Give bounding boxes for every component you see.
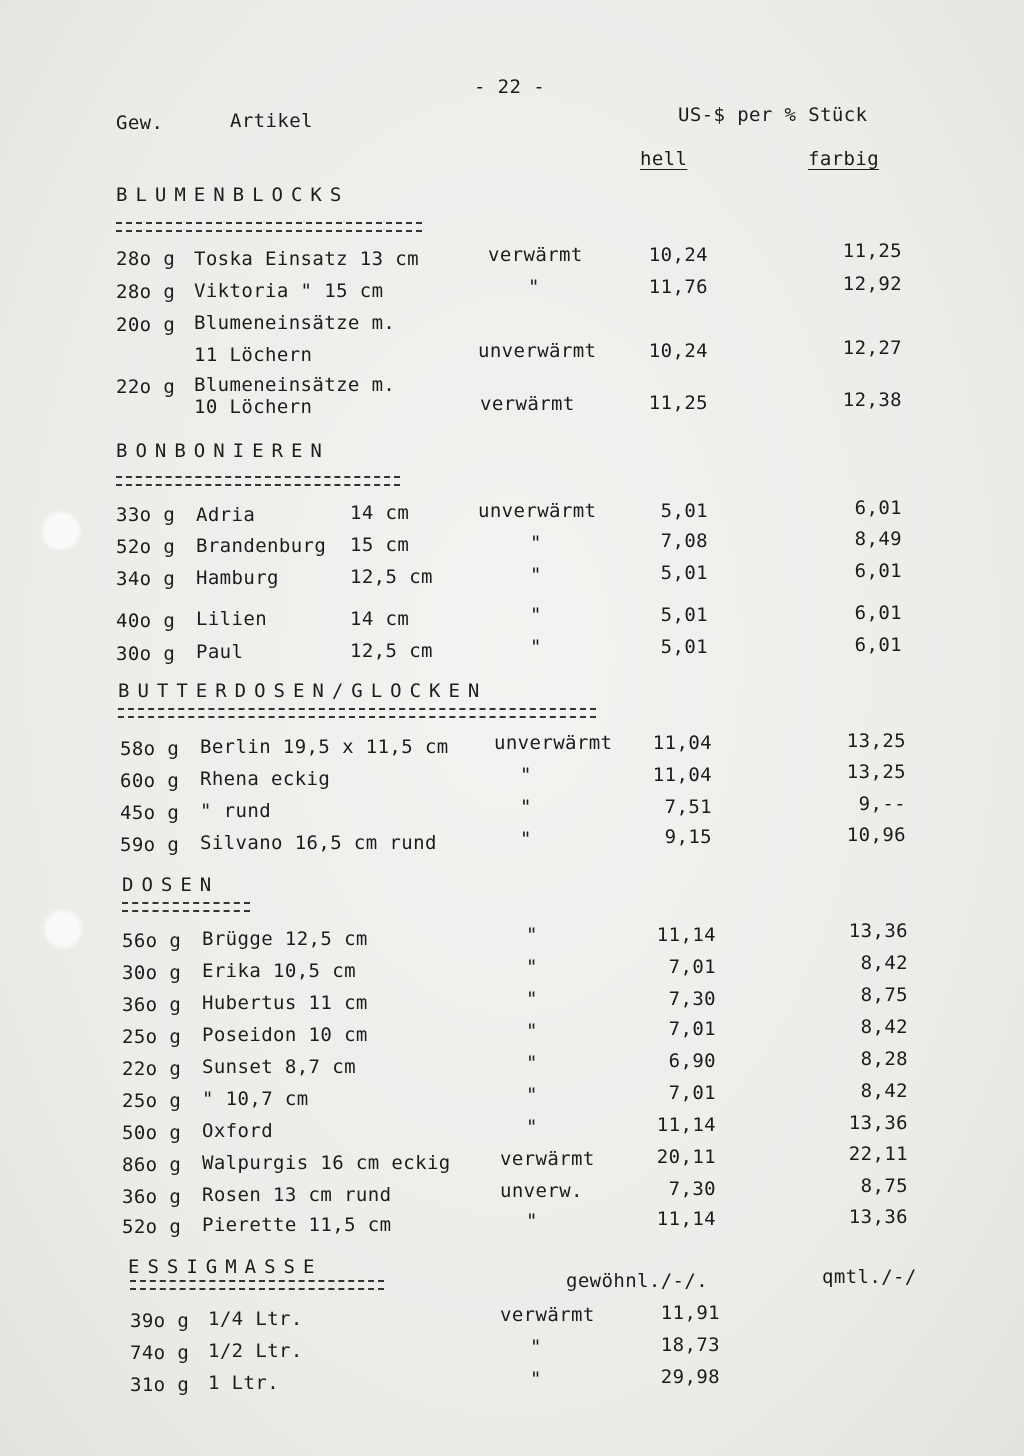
section-rule: [116, 476, 400, 486]
row-state: ": [530, 564, 542, 586]
row-price-farbig: 11,25: [842, 240, 902, 262]
row-price-farbig: 13,25: [846, 761, 906, 783]
row-price-hell: 7,30: [668, 988, 716, 1010]
row-price-hell: 11,14: [656, 1114, 716, 1136]
row-state: ": [530, 1368, 542, 1390]
row-price-farbig: 12,38: [842, 389, 902, 411]
header-col-hell: hell: [640, 148, 688, 170]
row-state: unverwärmt: [478, 340, 597, 362]
row-article: Lilien: [196, 608, 268, 630]
row-price-hell: 9,15: [664, 826, 712, 848]
row-size: 14 cm: [350, 608, 410, 630]
row-price-farbig: 6,01: [854, 634, 902, 656]
section-rule: [130, 1280, 384, 1290]
row-state: verwärmt: [500, 1148, 595, 1170]
row-state: ": [530, 1336, 542, 1358]
row-weight: 56o g: [122, 930, 182, 952]
row-price-farbig: 8,42: [860, 1016, 908, 1038]
row-weight: 52o g: [116, 536, 176, 558]
row-weight: 74o g: [130, 1342, 190, 1364]
row-price-hell: 7,08: [660, 530, 708, 552]
row-price-hell: 7,30: [668, 1178, 716, 1200]
row-weight: 28o g: [116, 281, 176, 303]
row-weight: 50o g: [122, 1122, 182, 1144]
row-weight: 39o g: [130, 1310, 190, 1332]
row-price-farbig: 22,11: [848, 1143, 908, 1165]
row-state: verwärmt: [488, 244, 583, 266]
row-state: ": [520, 764, 532, 786]
row-state: verwärmt: [500, 1304, 595, 1326]
section-rule: [118, 708, 596, 718]
row-price-farbig: 8,75: [860, 1175, 908, 1197]
row-price-farbig: 13,36: [848, 1112, 908, 1134]
row-article: " 10,7 cm: [202, 1088, 309, 1110]
header-weight: Gew.: [116, 112, 164, 134]
row-article: 1/4 Ltr.: [208, 1308, 303, 1330]
row-weight: 25o g: [122, 1026, 182, 1048]
row-article: Blumeneinsätze m.: [194, 374, 396, 396]
row-weight: 31o g: [130, 1374, 190, 1396]
section-col-gewoehnl: gewöhnl./-/.: [566, 1270, 709, 1292]
row-price-farbig: 8,75: [860, 984, 908, 1006]
row-state: unverw.: [500, 1180, 583, 1202]
row-article: Brügge 12,5 cm: [202, 928, 368, 950]
row-price-hell: 7,01: [668, 1018, 716, 1040]
row-article: Adria: [196, 504, 256, 526]
section-rule: [122, 902, 250, 912]
row-weight: 28o g: [116, 248, 176, 270]
row-weight: 30o g: [116, 643, 176, 665]
row-article: Walpurgis 16 cm eckig: [202, 1152, 451, 1174]
row-price-hell: 5,01: [660, 604, 708, 626]
row-price-farbig: 13,25: [846, 730, 906, 752]
row-state: ": [526, 1210, 538, 1232]
row-size: 14 cm: [350, 502, 410, 524]
row-price-hell: 11,76: [648, 276, 708, 298]
row-price-farbig: 10,96: [846, 824, 906, 846]
row-article: 1/2 Ltr.: [208, 1340, 303, 1362]
section-title-essigmasse: ESSIGMASSE: [128, 1256, 323, 1278]
row-weight: 36o g: [122, 1186, 182, 1208]
row-weight: 52o g: [122, 1216, 182, 1238]
row-state: verwärmt: [480, 393, 575, 415]
page-number: - 22 -: [474, 76, 546, 98]
row-price-hell: 10,24: [648, 244, 708, 266]
row-price-hell: 5,01: [660, 562, 708, 584]
row-article: Hamburg: [196, 567, 279, 589]
row-state: ": [526, 956, 538, 978]
row-price-farbig: 6,01: [854, 497, 902, 519]
row-price-hell: 11,14: [656, 924, 716, 946]
section-title-butterdosen-glocken: BUTTERDOSEN/GLOCKEN: [118, 680, 488, 702]
row-weight: 34o g: [116, 568, 176, 590]
header-price: US-$ per % Stück: [678, 104, 868, 126]
section-rule: [116, 222, 422, 232]
row-size: 12,5 cm: [350, 640, 433, 662]
row-article: Brandenburg: [196, 535, 327, 557]
row-article-cont: 11 Löchern: [194, 344, 313, 366]
row-weight: 36o g: [122, 994, 182, 1016]
row-state: ": [526, 988, 538, 1010]
row-price-farbig: 13,36: [848, 920, 908, 942]
row-article: Poseidon 10 cm: [202, 1024, 368, 1046]
row-article: Sunset 8,7 cm: [202, 1056, 356, 1078]
section-col-qmtl: qmtl./-/: [822, 1266, 917, 1288]
row-state: ": [526, 1116, 538, 1138]
row-article: Erika 10,5 cm: [202, 960, 356, 982]
row-price-hell: 11,04: [652, 764, 712, 786]
row-price-hell: 29,98: [660, 1366, 720, 1388]
row-state: ": [526, 1020, 538, 1042]
row-article: Oxford: [202, 1120, 274, 1142]
row-weight: 59o g: [120, 834, 180, 856]
row-state: ": [526, 1052, 538, 1074]
row-weight: 22o g: [116, 376, 176, 398]
row-weight: 60o g: [120, 770, 180, 792]
row-price-hell: 5,01: [660, 636, 708, 658]
row-weight: 58o g: [120, 738, 180, 760]
row-price-hell: 11,91: [660, 1302, 720, 1324]
row-article: Hubertus 11 cm: [202, 992, 368, 1014]
row-state: ": [526, 1084, 538, 1106]
header-article: Artikel: [230, 110, 313, 132]
row-article: Paul: [196, 641, 244, 663]
row-price-farbig: 8,42: [860, 1080, 908, 1102]
row-article: Viktoria " 15 cm: [194, 280, 384, 302]
row-weight: 30o g: [122, 962, 182, 984]
row-state: ": [530, 532, 542, 554]
row-state: ": [530, 604, 542, 626]
row-price-hell: 11,04: [652, 732, 712, 754]
row-article: Blumeneinsätze m.: [194, 312, 396, 334]
row-article: Berlin 19,5 x 11,5 cm: [200, 736, 449, 758]
row-state: unverwärmt: [478, 500, 597, 522]
row-price-hell: 7,01: [668, 956, 716, 978]
row-article: Silvano 16,5 cm rund: [200, 832, 437, 854]
punch-hole-top: [46, 516, 76, 546]
row-price-farbig: 9,--: [858, 793, 906, 815]
row-state: unverwärmt: [494, 732, 613, 754]
section-title-bonbonieren: BONBONIEREN: [116, 440, 330, 462]
row-price-hell: 7,51: [664, 796, 712, 818]
row-price-farbig: 13,36: [848, 1206, 908, 1228]
row-price-farbig: 8,28: [860, 1048, 908, 1070]
row-price-hell: 6,90: [668, 1050, 716, 1072]
row-size: 12,5 cm: [350, 566, 433, 588]
row-price-farbig: 6,01: [854, 602, 902, 624]
row-price-hell: 20,11: [656, 1146, 716, 1168]
row-price-farbig: 8,49: [854, 528, 902, 550]
row-price-hell: 11,25: [648, 392, 708, 414]
row-price-farbig: 8,42: [860, 952, 908, 974]
header-col-farbig: farbig: [808, 148, 880, 170]
row-price-farbig: 6,01: [854, 560, 902, 582]
row-state: ": [530, 636, 542, 658]
row-article: " rund: [200, 800, 272, 822]
row-state: ": [520, 796, 532, 818]
row-state: ": [528, 276, 540, 298]
row-price-hell: 18,73: [660, 1334, 720, 1356]
row-state: ": [526, 924, 538, 946]
row-article: 1 Ltr.: [208, 1372, 280, 1394]
row-weight: 25o g: [122, 1090, 182, 1112]
row-weight: 45o g: [120, 802, 180, 824]
row-price-farbig: 12,92: [842, 273, 902, 295]
row-price-hell: 7,01: [668, 1082, 716, 1104]
section-title-blumenblocks: BLUMENBLOCKS: [116, 184, 350, 206]
row-weight: 33o g: [116, 504, 176, 526]
row-article: Pierette 11,5 cm: [202, 1214, 392, 1236]
row-price-hell: 5,01: [660, 500, 708, 522]
row-price-hell: 11,14: [656, 1208, 716, 1230]
row-size: 15 cm: [350, 534, 410, 556]
row-state: ": [520, 828, 532, 850]
row-weight: 22o g: [122, 1058, 182, 1080]
row-article: Toska Einsatz 13 cm: [194, 248, 419, 270]
row-article-cont: 10 Löchern: [194, 396, 313, 418]
punch-hole-bottom: [48, 914, 78, 944]
row-price-hell: 10,24: [648, 340, 708, 362]
row-weight: 86o g: [122, 1154, 182, 1176]
section-title-dosen: DOSEN: [122, 874, 220, 896]
row-article: Rosen 13 cm rund: [202, 1184, 392, 1206]
row-weight: 20o g: [116, 314, 176, 336]
row-article: Rhena eckig: [200, 768, 331, 790]
row-price-farbig: 12,27: [842, 337, 902, 359]
row-weight: 40o g: [116, 610, 176, 632]
